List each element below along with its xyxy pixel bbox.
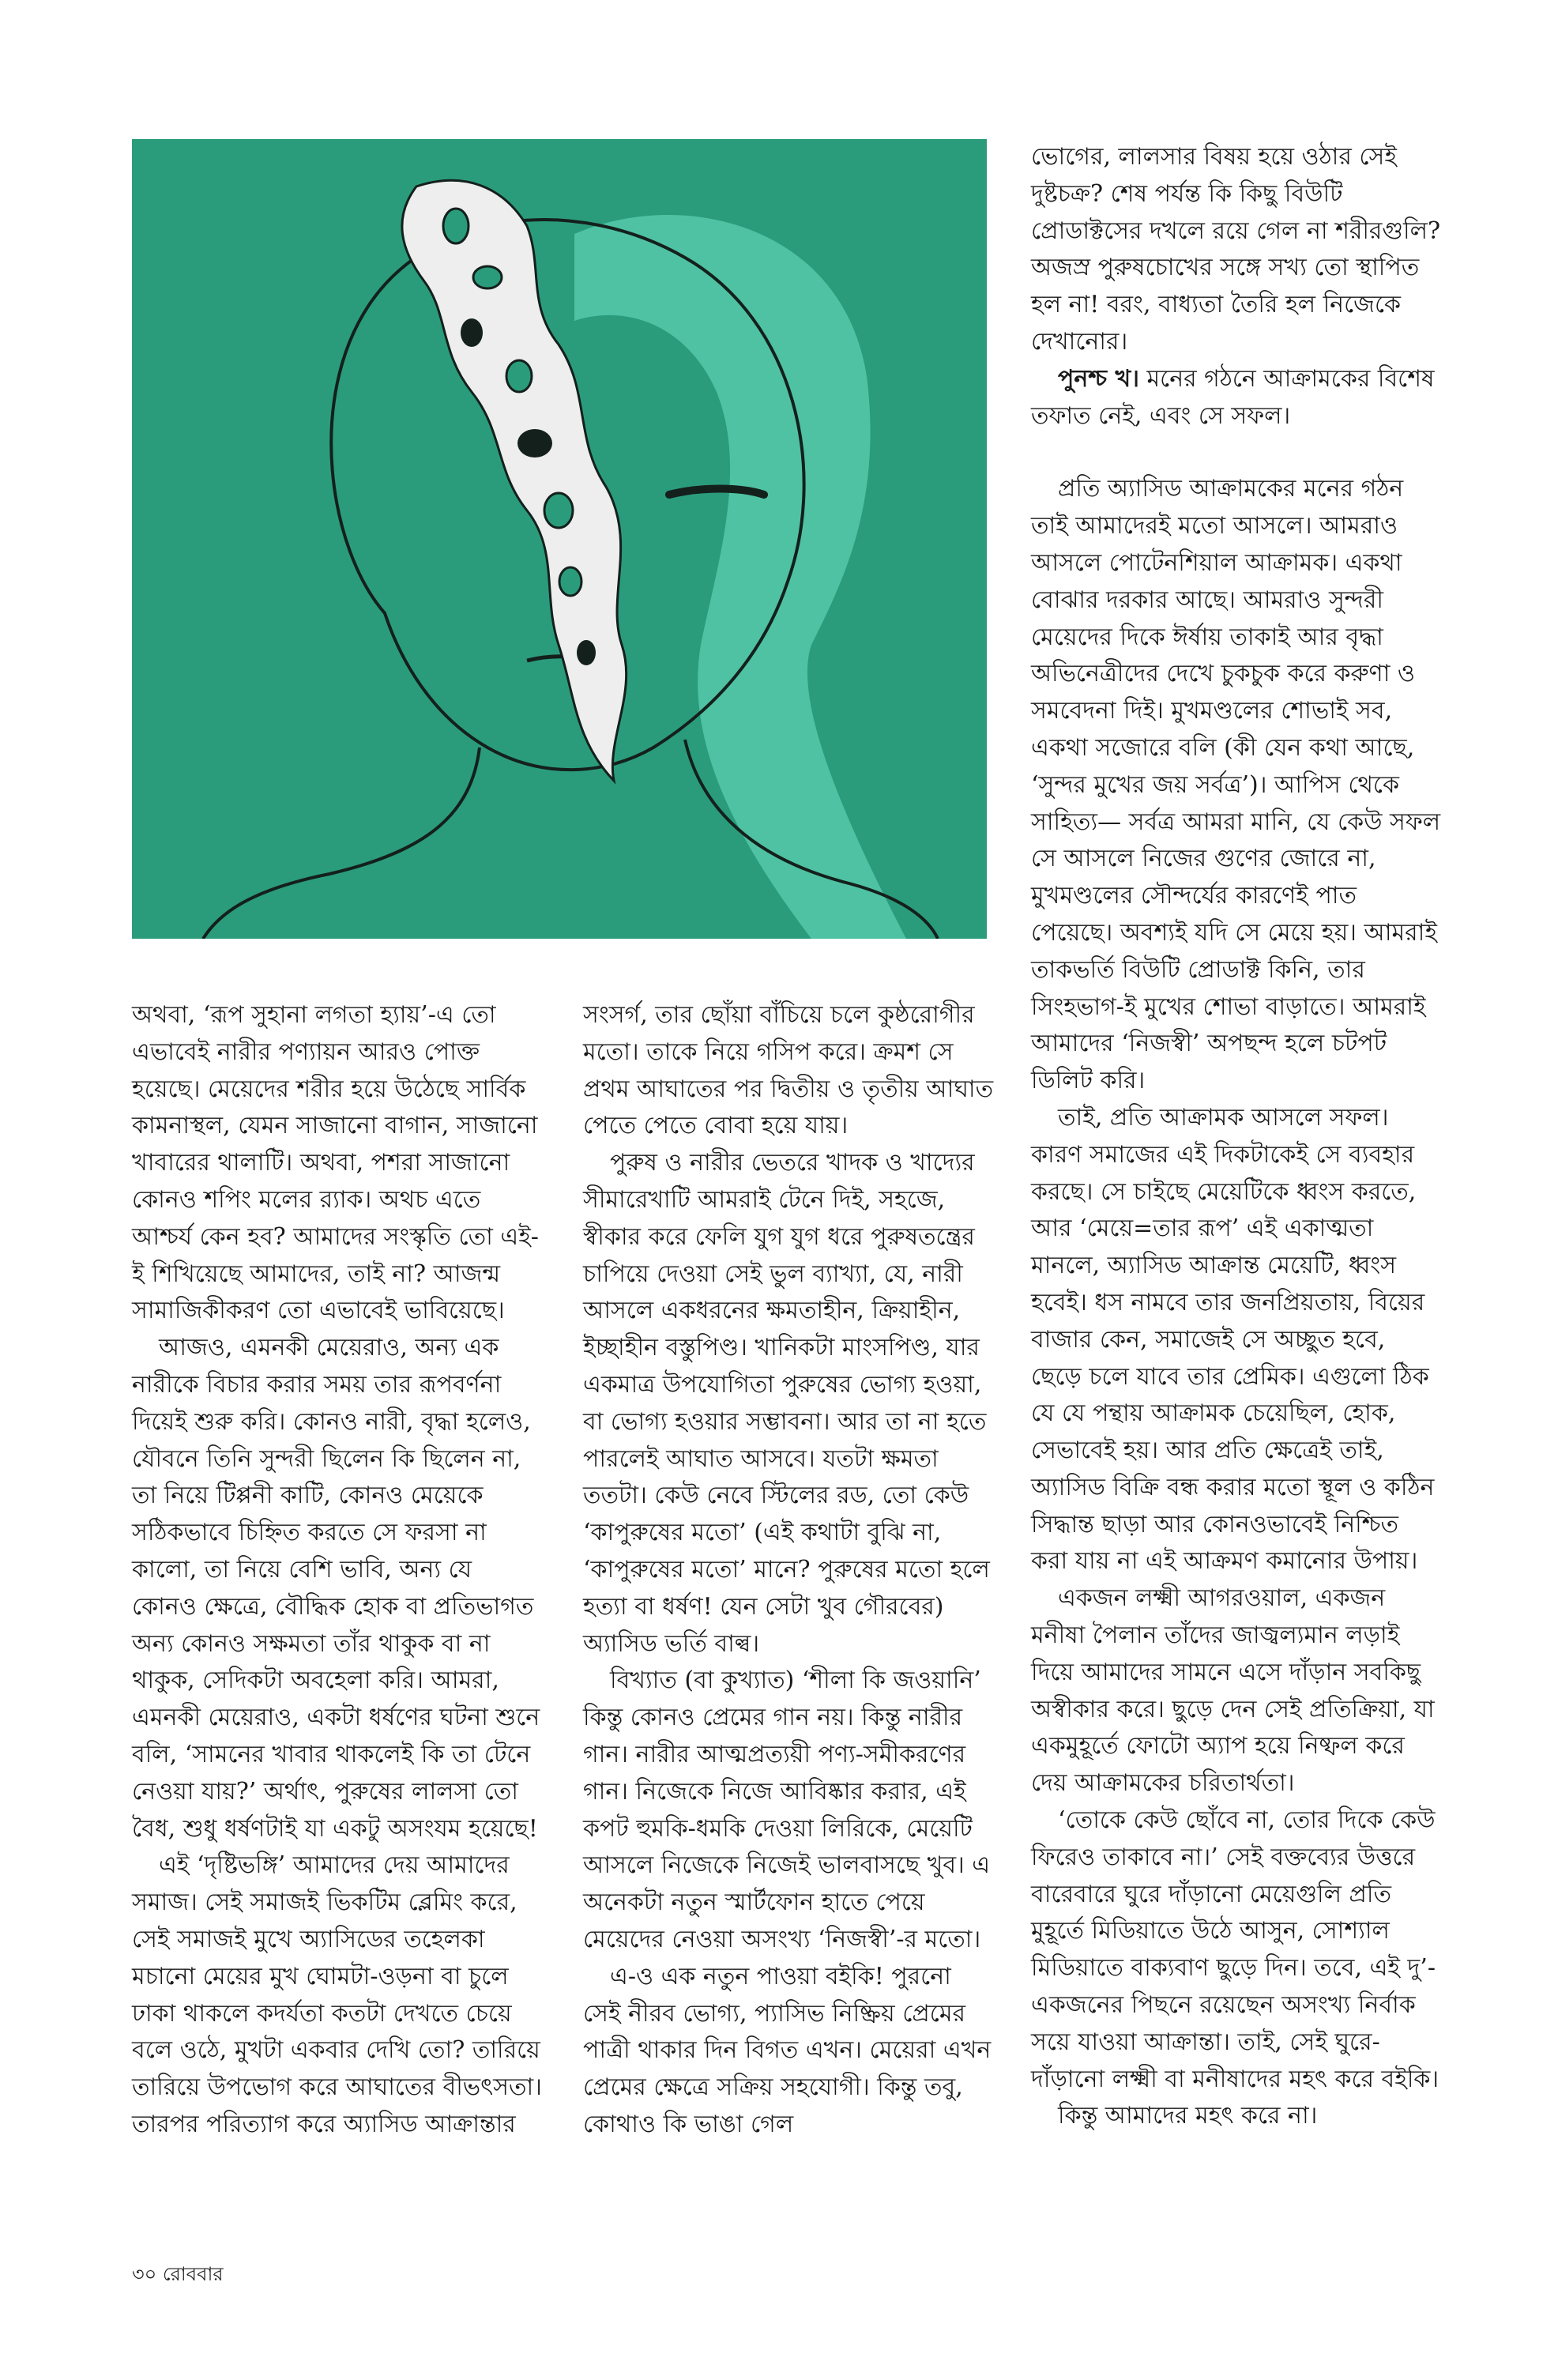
- neck-shoulders: [203, 748, 480, 939]
- paragraph: পুরুষ ও নারীর ভেতরে খাদক ও খাদ্যের সীমারেখাটি আমরাই টেনে দিই, সহজে, স্বীকার করে ফেলি যুগ যুগ ধরে পুরুষতন্ত্রের চাপিয়ে দেওয়া সেই ভুল ব্যাখ্যা, যে, নারী আসলে একধরনের ক্ষমতাহীন, ক্রিয়াহীন, ইচ্ছাহীন বস্তুপিণ্ড। খানিকটা মাংসপিণ্ড, যার একমাত্র উপযোগিতা পুরুষের ভোগ্য হওয়া, বা ভোগ্য হওয়ার সম্ভাবনা। আর তা না হতে পারলেই আঘাত আসবে। যতটা ক্ষমতা ততটা। কেউ নেবে স্টিলের রড, তো কেউ ‘কাপুরুষের মতো’ (এই কথাটা বুঝি না, ‘কাপুরুষের মতো’ মানে? পুরুষের মতো হলে হত্যা বা ধর্ষণ! যেন সেটা খুব গৌরবের) অ্যাসিড ভর্তি বাল্ব।: [583, 1149, 990, 1658]
- paragraph: সংসর্গ, তার ছোঁয়া বাঁচিয়ে চলে কুষ্ঠরোগীর মতো। তাকে নিয়ে গসিপ করে। ক্রমশ সে প্রথম আঘাতের পর দ্বিতীয় ও তৃতীয় আঘাত পেতে পেতে বোবা হয়ে যায়।: [583, 1001, 994, 1140]
- paragraph: তাই, প্রতি আক্রামক আসলে সফল। কারণ সমাজের এই দিকটাকেই সে ব্যবহার করছে। সে চাইছে মেয়েটিকে ধ্বংস করতে, আর ‘মেয়ে=তার রূপ’ এই একাত্মতা মানলে, অ্যাসিড আক্রান্ত মেয়েটি, ধ্বংস হবেই। ধস নামবে তার জনপ্রিয়তায়, বিয়ের বাজার কেন, সমাজেই সে অচ্ছুত হবে, ছেড়ে চলে যাবে তার প্রেমিক। এগুলো ঠিক যে যে পন্থায় আক্রামক চেয়েছিল, হোক, সেভাবেই হয়। আর প্রতি ক্ষেত্রেই তাই, অ্যাসিড বিক্রি বন্ধ করার মতো স্থূল ও কঠিন সিদ্ধান্ত ছাড়া আর কোনওভাবেই নিশ্চিত করা যায় না এই আক্রমণ কমানোর উপায়।: [1031, 1103, 1435, 1576]
- paragraph: প্রতি অ্যাসিড আক্রামকের মনের গঠন তাই আমাদেরই মতো আসলে। আমরাও আসলে পোটেনশিয়াল আক্রামক। একথা বোঝার দরকার আছে। আমরাও সুন্দরী মেয়েদের দিকে ঈর্ষায় তাকাই আর বৃদ্ধা অভিনেত্রীদের দেখে চুকচুক করে করুণা ও সমবেদনা দিই। মুখমণ্ডলের শোভাই সব, একথা সজোরে বলি (কী যেন কথা আছে, ‘সুন্দর মুখের জয় সর্বত্র’)। আপিস থেকে সাহিত্য— সর্বত্র আমরা মানি, যে কেউ সফল সে আসলে নিজের গুণের জোরে না, মুখমণ্ডলের সৌন্দর্যের কারণেই পাত পেয়েছে। অবশ্যই যদি সে মেয়ে হয়। আমরাই তাকভর্তি বিউটি প্রোডাক্ট কিনি, তার সিংহভাগ-ই মুখের শোভা বাড়াতে। আমরাই আমাদের ‘নিজস্বী’ অপছন্দ হলে চটপট ডিলিট করি।: [1031, 475, 1441, 1095]
- postscript-label: পুনশ্চ খ।: [1058, 364, 1139, 393]
- article-column-2: [583, 997, 994, 2144]
- paragraph: আজও, এমনকী মেয়েরাও, অন্য এক নারীকে বিচার করার সময় তার রূপবর্ণনা দিয়েই শুরু করি। কোনও নারী, বৃদ্ধা হলেও, যৌবনে তিনি সুন্দরী ছিলেন কি ছিলেন না, তা নিয়ে টিপ্পনী কাটি, কোনও মেয়েকে সঠিকভাবে চিহ্নিত করতে সে ফরসা না কালো, তা নিয়ে বেশি ভাবি, অন্য যে কোনও ক্ষেত্রে, বৌদ্ধিক হোক বা প্রতিভাগত অন্য কোনও সক্ষমতা তাঁর থাকুক বা না থাকুক, সেদিকটা অবহেলা করি। আমরা, এমনকী মেয়েরাও, একটা ধর্ষণের ঘটনা শুনে বলি, ‘সামনের খাবার থাকলেই কি তা টেনে নেওয়া যায়?’ অর্থাৎ, পুরুষের লালসা তো বৈধ, শুধু ধর্ষণটাই যা একটু অসংযম হয়েছে!: [132, 1334, 540, 1843]
- page-number: ৩০: [132, 2263, 157, 2285]
- paragraph: ‘তোকে কেউ ছোঁবে না, তোর দিকে কেউ ফিরেও তাকাবে না।’ সেই বক্তব্যের উত্তরে বারেবারে ঘুরে দাঁড়ানো মেয়েগুলি প্রতি মুহূর্তে মিডিয়াতে উঠে আসুন, সোশ্যাল মিডিয়াতে বাক্যবাণ ছুড়ে দিন। তবে, এই দু’-একজনের পিছনে রয়েছেন অসংখ্য নির্বাক সয়ে যাওয়া আক্রান্তা। তাই, সেই ঘুরে-দাঁড়ানো লক্ষ্মী বা মনীষাদের মহৎ করে বইকি।: [1031, 1806, 1439, 2093]
- page-footer: [132, 2260, 224, 2292]
- paragraph: অথবা, ‘রূপ সুহানা লগতা হ্যায়’-এ তো এভাবেই নারীর পণ্যায়ন আরও পোক্ত হয়েছে। মেয়েদের শরীর হয়ে উঠেছে সার্বিক কামনাস্থল, যেমন সাজানো বাগান, সাজানো খাবারের থালাটি। অথবা, পশরা সাজানো কোনও শপিং মলের র‍্যাক। অথচ এতে আশ্চর্য কেন হব? আমাদের সংস্কৃতি তো এই-ই শিখিয়েছে আমাদের, তাই না? আজন্ম সামাজিকীকরণ তো এভাবেই ভাবিয়েছে।: [132, 1001, 539, 1325]
- article-column-3: [1031, 139, 1442, 2135]
- article-column-1: [132, 997, 543, 2144]
- postscript-text: মনের গঠনে আক্রামকের বিশেষ তফাত নেই, এবং সে সফল।: [1031, 364, 1435, 430]
- paragraph: [1031, 361, 1442, 435]
- paragraph: বিখ্যাত (বা কুখ্যাত) ‘শীলা কি জওয়ানি’ কিন্তু কোনও প্রেমের গান নয়। কিন্তু নারীর গান। নারীর আত্মপ্রত্যয়ী পণ্য-সমীকরণের গান। নিজেকে নিজে আবিষ্কার করার, এই কপট হুমকি-ধমকি দেওয়া লিরিকে, মেয়েটি আসলে নিজেকে নিজেই ভালবাসছে খুব। এ অনেকটা নতুন স্মার্টফোন হাতে পেয়ে মেয়েদের নেওয়া অসংখ্য ‘নিজস্বী’-র মতো।: [583, 1666, 991, 1953]
- magazine-name: রোববার: [162, 2263, 224, 2285]
- paragraph: এই ‘দৃষ্টিভঙ্গি’ আমাদের দেয় আমাদের সমাজ। সেই সমাজই ভিকটিম ব্লেমিং করে, সেই সমাজই মুখে অ্যাসিডের তহেলকা মচানো মেয়ের মুখ ঘোমটা-ওড়না বা চুলে ঢাকা থাকলে কদর্যতা কতটা দেখতে চেয়ে বলে ওঠে, মুখটা একবার দেখি তো? তারিয়ে তারিয়ে উপভোগ করে আঘাতের বীভৎসতা। তারপর পরিত্যাগ করে অ্যাসিড আক্রান্তার: [132, 1851, 542, 2138]
- paragraph: কিন্তু আমাদের মহৎ করে না।: [1058, 2102, 1318, 2130]
- paragraph: একজন লক্ষ্মী আগরওয়াল, একজন মনীষা পৈলান তাঁদের জাজ্বল্যমান লড়াই দিয়ে আমাদের সামনে এসে দাঁড়ান সবকিছু অস্বীকার করে। ছুড়ে দেন সেই প্রতিক্রিয়া, যা একমুহূর্তে ফোটো অ্যাপ হয়ে নিষ্ফল করে দেয় আক্রামকের চরিতার্থতা।: [1031, 1584, 1435, 1798]
- paragraph: ভোগের, লালসার বিষয় হয়ে ওঠার সেই দুষ্টচক্র? শেষ পর্যন্ত কি কিছু বিউটি প্রোডাক্টসের দখলে রয়ে গেল না শরীরগুলি? অজস্র পুরুষচোখের সঙ্গে সখ্য তো স্থাপিত হল না! বরং, বাধ্যতা তৈরি হল নিজেকে দেখানোর।: [1031, 143, 1441, 356]
- paragraph: এ-ও এক নতুন পাওয়া বইকি! পুরনো সেই নীরব ভোগ্য, প্যাসিভ নিষ্ক্রিয় প্রেমের পাত্রী থাকার দিন বিগত এখন। মেয়েরা এখন প্রেমের ক্ষেত্রে সক্রিয় সহযোগী। কিন্তু তবু, কোথাও কি ভাঙা গেল: [583, 1962, 992, 2138]
- cracked-face-illustration-icon: [132, 139, 987, 939]
- closed-eye: [669, 489, 764, 495]
- article-illustration: [132, 139, 987, 939]
